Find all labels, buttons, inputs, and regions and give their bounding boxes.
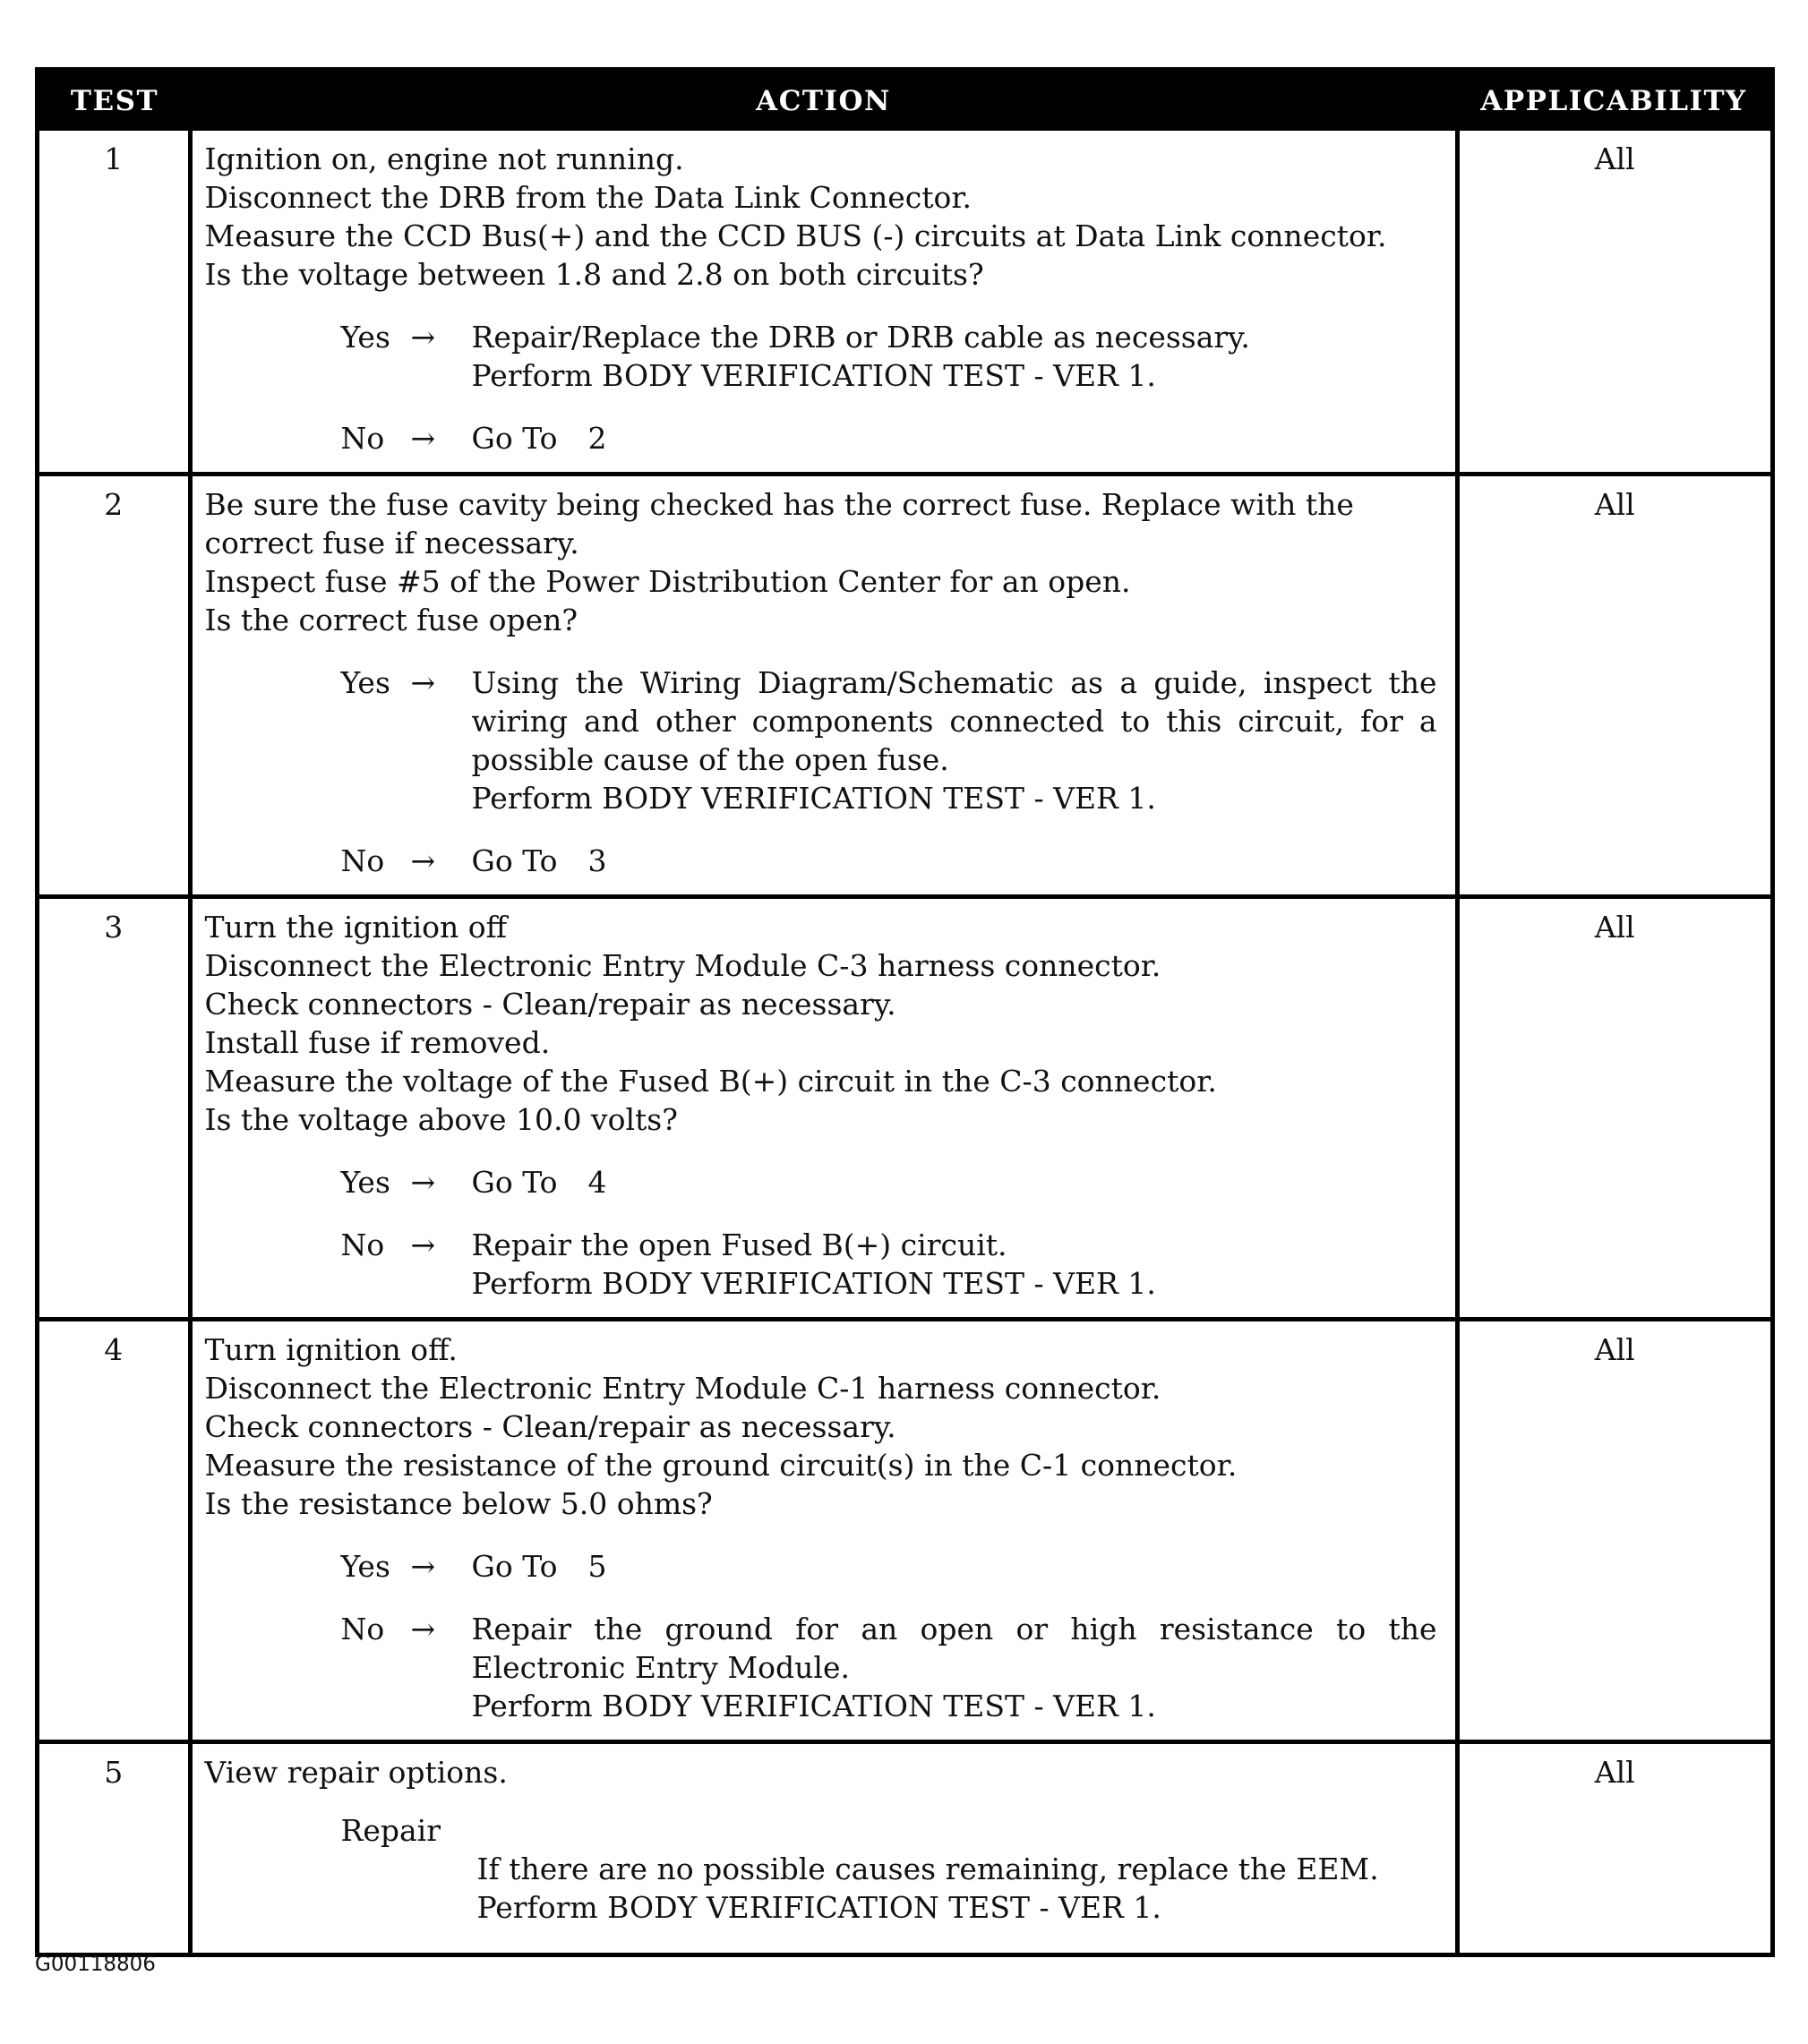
right-arrow-icon: → [410,1165,436,1200]
action-step: Inspect fuse #5 of the Power Distribution Center for an open. [204,564,1131,599]
right-arrow-icon: → [410,421,436,456]
no-result [472,1610,1437,1725]
action-step: Is the voltage above 10.0 volts? [204,1102,678,1137]
yes-label: Yes [340,1165,390,1200]
right-arrow-icon: → [410,843,436,878]
goto-label: Go To [471,1549,558,1584]
action-step: View repair options. [204,1755,508,1790]
applicability-cell: All [1457,897,1770,1320]
action-step: Is the resistance below 5.0 ohms? [204,1486,713,1521]
action-step: Be sure the fuse cavity being checked has the correct fuse. Replace with the correct fuse if necessary. [204,487,1354,560]
repair-line: Perform BODY VERIFICATION TEST - VER 1. [476,1890,1161,1925]
action-step: Turn ignition off. [204,1332,458,1367]
goto-label: Go To [471,1165,558,1200]
table-row [39,475,1770,897]
table-header [39,72,1770,131]
action-cell [190,131,1457,475]
yes-branch [205,1547,1437,1586]
repair-label: Repair [340,1813,441,1848]
test-number: 4 [39,1320,190,1742]
no-result [472,842,1437,880]
test-number: 1 [39,131,190,475]
no-branch [205,1610,1437,1725]
no-result [472,1226,1437,1303]
table-row [39,1320,1770,1742]
right-arrow-icon: → [410,320,436,355]
no-branch [205,419,1437,458]
table-row [39,897,1770,1320]
repair-options [205,1811,1437,1927]
diagnostic-test-table [35,67,1775,1957]
right-arrow-icon: → [410,1227,436,1262]
yes-branch [205,318,1437,395]
action-cell [190,1742,1457,1953]
header-action: ACTION [190,72,1457,131]
result-line: Repair the open Fused B(+) circuit. [471,1227,1007,1262]
repair-instructions [341,1850,1437,1927]
result-line: Repair the ground for an open or high resistance to the Electronic Entry Module. [471,1612,1437,1685]
action-step: Disconnect the DRB from the Data Link Connector. [204,180,972,215]
action-step: Install fuse if removed. [204,1025,551,1060]
yes-label: Yes [340,665,390,700]
goto-test-number: 3 [587,843,607,878]
yes-result [472,663,1437,817]
no-label: No [340,421,385,456]
action-cell [190,1320,1457,1742]
result-line: Perform BODY VERIFICATION TEST - VER 1. [471,358,1156,393]
yes-label: Yes [340,1549,390,1584]
test-table [39,72,1770,1953]
repair-line: If there are no possible causes remaining, replace the EEM. [476,1852,1379,1886]
action-step: Check connectors - Clean/repair as necessary. [204,987,896,1022]
no-label: No [340,1612,385,1646]
yes-result [472,318,1437,395]
yes-branch [205,663,1437,817]
applicability-cell: All [1457,1320,1770,1742]
right-arrow-icon: → [410,665,436,700]
action-step: Measure the CCD Bus(+) and the CCD BUS (-) circuits at Data Link connector. [204,218,1387,253]
yes-result [472,1163,1437,1202]
yes-label: Yes [340,320,390,355]
action-step: Disconnect the Electronic Entry Module C-1 harness connector. [204,1371,1161,1406]
action-step: Ignition on, engine not running. [204,141,684,176]
yes-branch [205,1163,1437,1202]
applicability-cell: All [1457,1742,1770,1953]
right-arrow-icon: → [410,1612,436,1646]
test-number: 5 [39,1742,190,1953]
action-step: Measure the resistance of the ground circuit(s) in the C-1 connector. [204,1448,1238,1483]
action-step: Is the correct fuse open? [204,603,578,637]
action-step: Measure the voltage of the Fused B(+) circuit in the C-3 connector. [204,1064,1217,1099]
applicability-cell: All [1457,475,1770,897]
right-arrow-icon: → [410,1549,436,1584]
action-step: Turn the ignition off [204,910,508,945]
yes-result [472,1547,1437,1586]
figure-id: G00118806 [35,1953,156,1976]
no-label: No [340,1227,385,1262]
action-step: Check connectors - Clean/repair as necessary. [204,1409,896,1444]
goto-test-number: 4 [587,1165,607,1200]
action-cell [190,475,1457,897]
test-number: 3 [39,897,190,1320]
no-label: No [340,843,385,878]
goto-label: Go To [471,843,558,878]
header-test: TEST [39,72,190,131]
table-body [39,131,1770,1953]
result-line: Perform BODY VERIFICATION TEST - VER 1. [471,1266,1156,1301]
result-line: Repair/Replace the DRB or DRB cable as necessary. [471,320,1250,355]
goto-label: Go To [471,421,558,456]
header-applicability: APPLICABILITY [1457,72,1770,131]
result-line: Using the Wiring Diagram/Schematic as a guide, inspect the wiring and other components connected to this circuit, for a possible cause of the open fuse. [471,665,1437,777]
table-row [39,131,1770,475]
no-result [472,419,1437,458]
table-row [39,1742,1770,1953]
action-step: Disconnect the Electronic Entry Module C-3 harness connector. [204,948,1161,983]
no-branch [205,1226,1437,1303]
test-number: 2 [39,475,190,897]
result-line: Perform BODY VERIFICATION TEST - VER 1. [471,1689,1156,1723]
action-step: Is the voltage between 1.8 and 2.8 on both circuits? [204,257,984,292]
goto-test-number: 2 [587,421,607,456]
result-line: Perform BODY VERIFICATION TEST - VER 1. [471,781,1156,816]
applicability-cell: All [1457,131,1770,475]
goto-test-number: 5 [587,1549,607,1584]
no-branch [205,842,1437,880]
action-cell [190,897,1457,1320]
